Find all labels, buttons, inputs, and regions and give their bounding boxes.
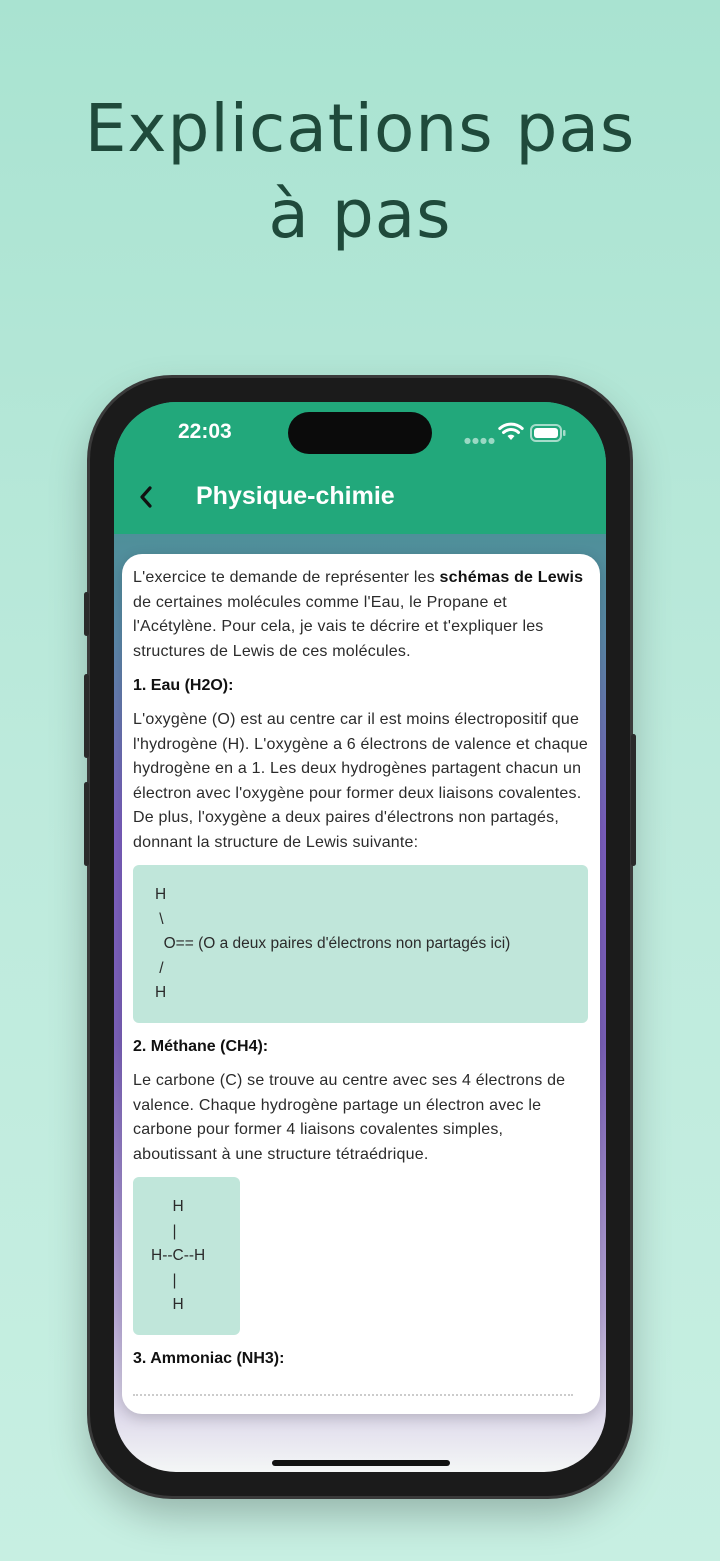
cellular-signal-icon: ●●●● xyxy=(464,436,496,445)
status-time: 22:03 xyxy=(178,420,232,443)
code-block-methane: H | H--C--H | H xyxy=(133,1177,240,1335)
section-heading-methane: 2. Méthane (CH4): xyxy=(133,1038,269,1055)
section-text-water: L'oxygène (O) est au centre car il est moins électropositif que l'hydrogène (H). L'oxygène a 6 électrons de valence et chaque hydrogène en a 1. Les deux hydrogènes partagent chacun un électron avec l'oxygène pour former deux liaisons covalentes. De plus, l'oxygène a deux paires d'électrons non partagés, donnant la structure de Lewis suivante: xyxy=(133,711,589,851)
chevron-left-icon[interactable] xyxy=(132,482,162,512)
intro-bold-term: schémas de Lewis xyxy=(439,569,584,586)
code-block-water: H \ O== (O a deux paires d'électrons non partagés ici) / H xyxy=(133,865,588,1023)
home-indicator[interactable] xyxy=(272,1460,450,1466)
promo-headline-line2: à pas xyxy=(268,176,452,253)
intro-paragraph xyxy=(133,566,589,664)
page-title: Physique-chimie xyxy=(196,482,395,510)
section-text-methane: Le carbone (C) se trouve au centre avec ses 4 électrons de valence. Chaque hydrogène partage un électron avec le carbone pour former 4 liaisons covalentes simples, aboutissant à une structure tétraédrique. xyxy=(133,1072,566,1163)
wifi-icon xyxy=(498,422,524,442)
section-heading-water: 1. Eau (H2O): xyxy=(133,677,234,694)
battery-icon xyxy=(530,424,566,442)
phone-power-button xyxy=(631,734,636,866)
app-bar xyxy=(114,402,606,534)
phone-volume-down-button xyxy=(84,782,89,866)
phone-mute-switch xyxy=(84,592,89,636)
promo-headline-line1: Explications pas xyxy=(84,90,636,167)
section-heading-ammonia: 3. Ammoniac (NH3): xyxy=(133,1350,285,1367)
explanation-card[interactable] xyxy=(122,554,600,1414)
dynamic-island xyxy=(288,412,432,454)
explanation-content xyxy=(133,566,589,1381)
intro-text-end: de certaines molécules comme l'Eau, le Propane et l'Acétylène. Pour cela, je vais te décrire et t'expliquer les structures de Lewis de ces molécules. xyxy=(133,593,544,660)
clipped-text-line xyxy=(133,1394,573,1399)
intro-text-start: L'exercice te demande de représenter les xyxy=(133,569,440,586)
phone-frame xyxy=(90,378,630,1496)
phone-screen xyxy=(114,402,606,1472)
phone-volume-up-button xyxy=(84,674,89,758)
promo-headline xyxy=(0,86,720,258)
